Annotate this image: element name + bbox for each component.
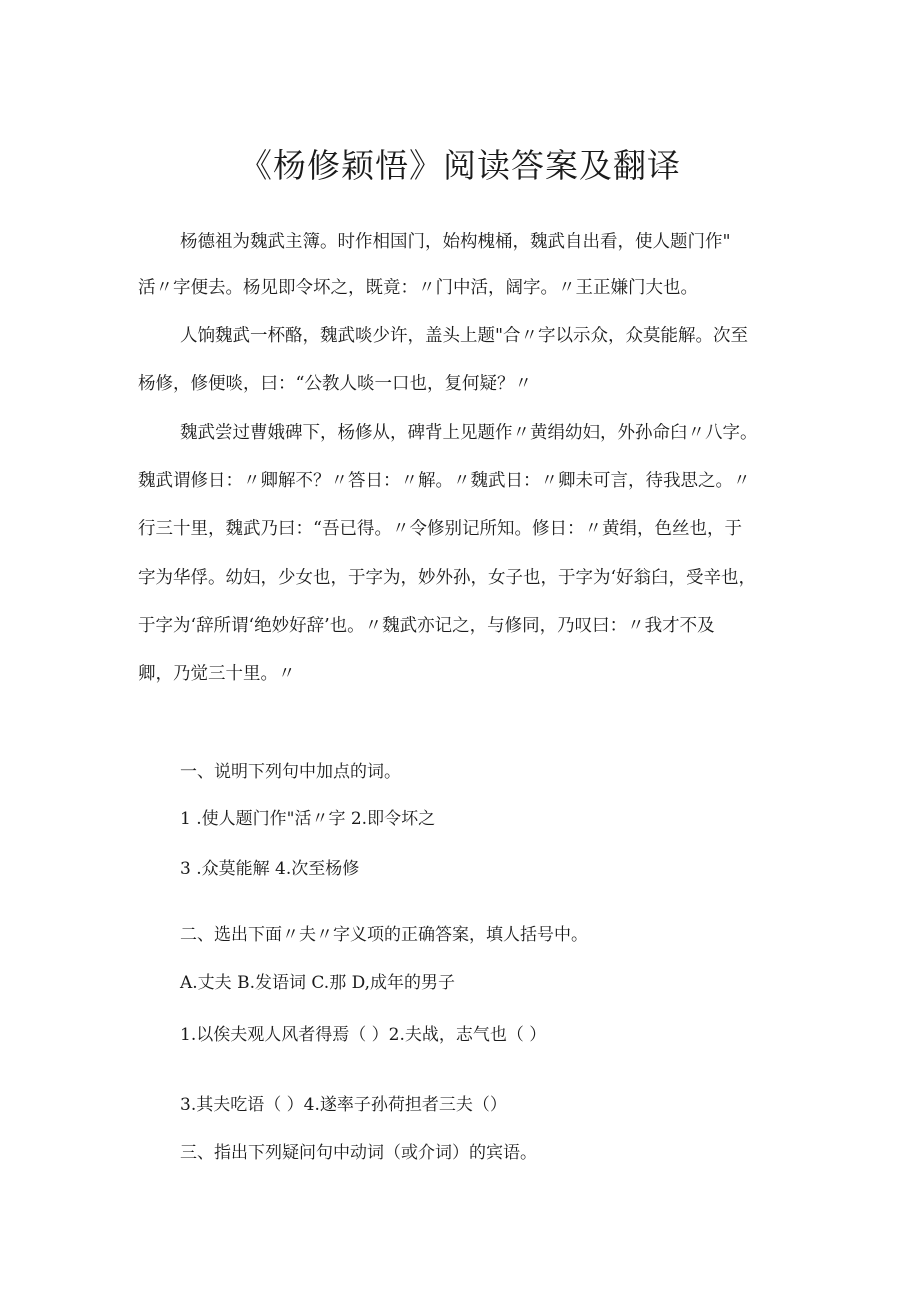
passage-line: 魏武谓修日：〃卿解不？〃答日：〃解。〃魏武日：〃卿未可言，待我思之。〃 [138, 471, 751, 491]
passage-line: 杨德祖为魏武主簿。时作相国门，始构槐桶，魏武自出看，使人题门作" [180, 232, 731, 252]
question-item: 3.其夫吃语（ ）4.遂率子孙荷担者三夫（） [180, 1095, 507, 1115]
question-heading: 一、说明下列句中加点的词。 [180, 762, 401, 782]
passage-line: 人饷魏武一杯酪，魏武啖少许，盖头上题"合〃字以示众，众莫能解。次至 [180, 326, 749, 346]
passage-line: 于字为‘辞所谓‘绝妙好辞’也。〃魏武亦记之，与修同，乃叹曰：〃我才不及 [138, 616, 715, 636]
question-item: 3 .众莫能解 4.次至杨修 [180, 859, 360, 879]
passage-line: 杨修，修便啖，曰：“公教人啖一口也，复何疑？〃 [138, 374, 532, 394]
page-title: 《杨修颖悟》阅读答案及翻译 [239, 146, 681, 185]
question-item: 1 .使人题门作"活〃字 2.即令坏之 [180, 809, 436, 829]
passage-line: 魏武尝过曹娥碑下，杨修从，碑背上见题作〃黄绢幼妇，外孙命臼〃八字。 [180, 423, 758, 443]
passage-line: 卿，乃觉三十里。〃 [138, 664, 296, 684]
question-heading: 三、指出下列疑问句中动词（或介词）的宾语。 [180, 1143, 537, 1163]
passage-line: 行三十里，魏武乃曰：“吾已得。〃令修别记所知。修日：〃黄绢，色丝也，于 [138, 519, 742, 539]
passage-line: 字为华俘。幼妇，少女也，于字为，妙外孙，女子也，于字为‘好翁臼，受辛也， [138, 568, 757, 588]
answer-options: A.丈夫 B.发语词 C.那 D,成年的男子 [180, 973, 456, 993]
passage-line: 活〃字便去。杨见即令坏之，既竟：〃门中活，阔字。〃王正嫌门大也。 [138, 278, 698, 298]
question-heading: 二、选出下面〃夫〃字义项的正确答案，填人括号中。 [180, 925, 588, 945]
question-item: 1.以俟夫观人风者得焉（ ）2.夫战，志气也（ ） [180, 1025, 547, 1045]
